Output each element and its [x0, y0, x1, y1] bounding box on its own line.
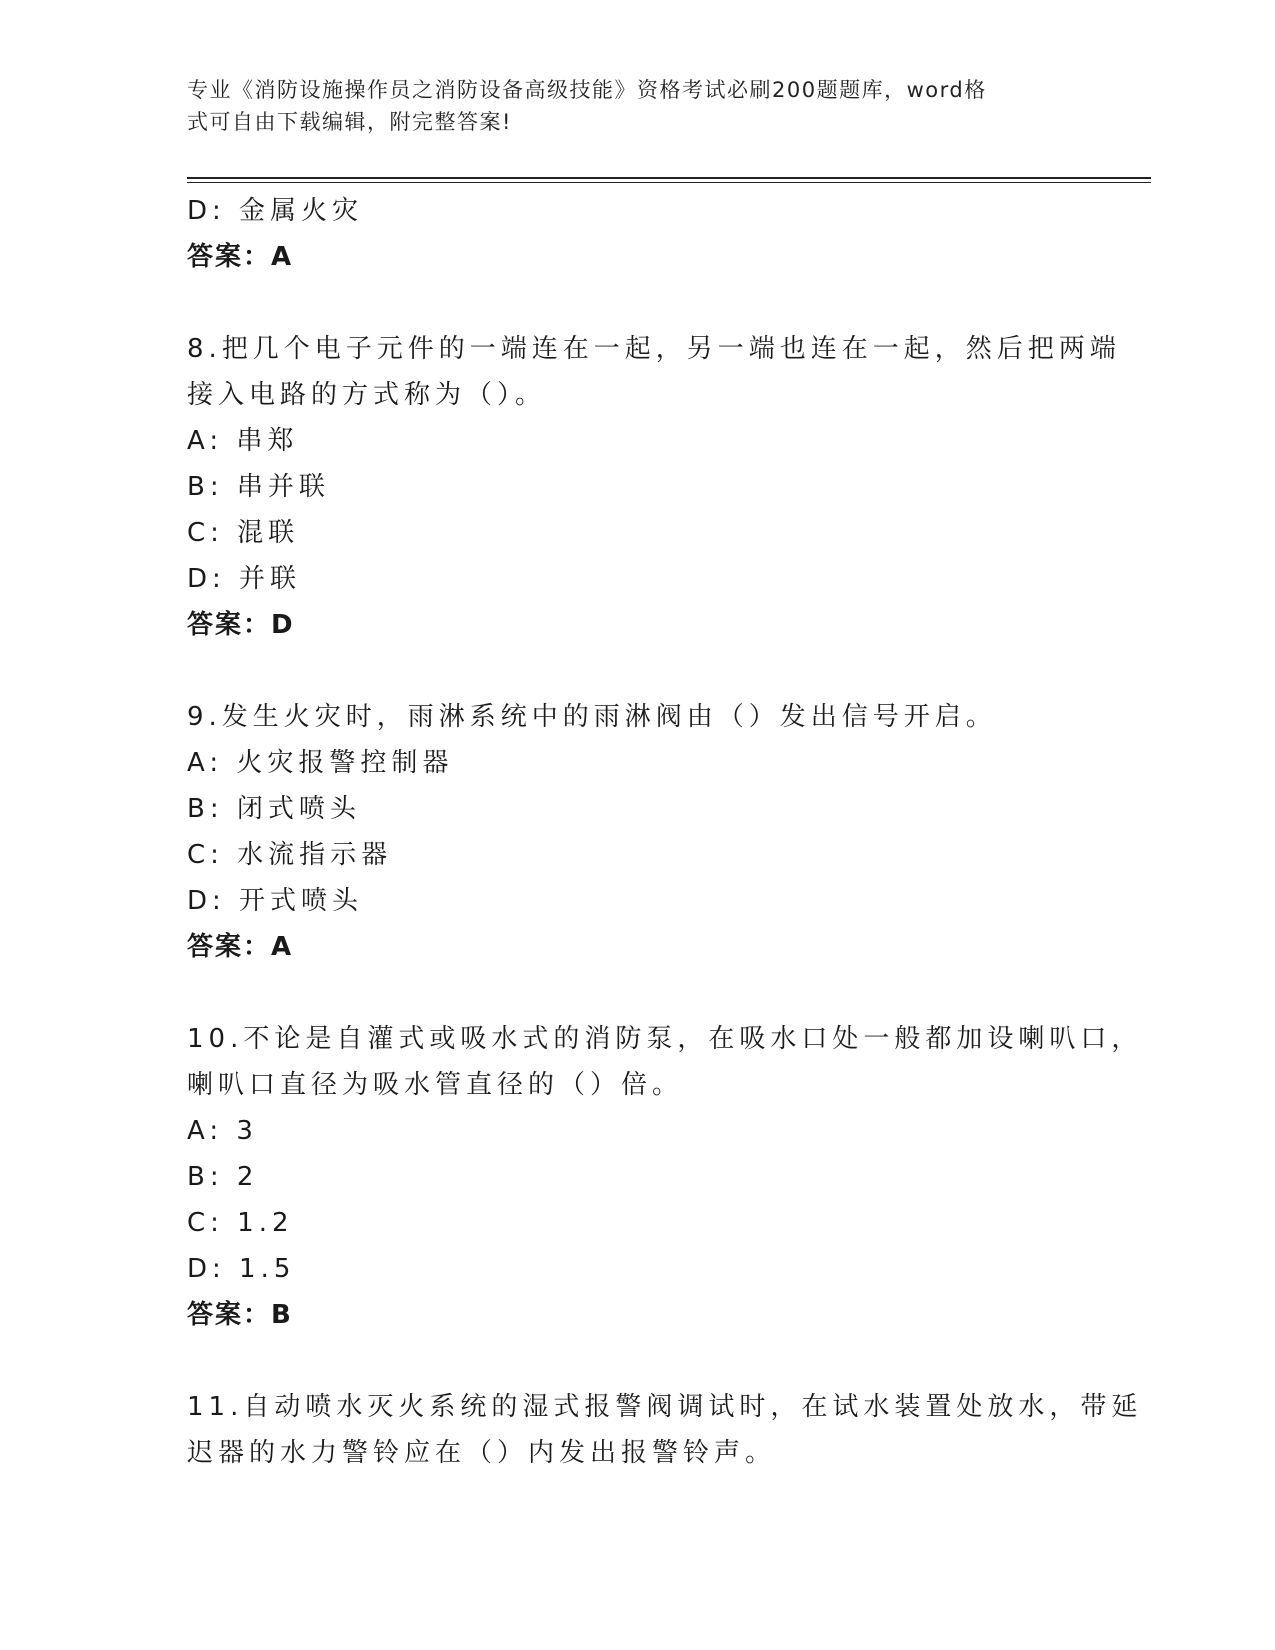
- header-divider-thin: [187, 182, 1151, 183]
- option-d: D: 1.5: [187, 1254, 296, 1284]
- option-c: C: 水流指示器: [187, 840, 393, 870]
- spacer: [187, 1338, 1087, 1384]
- question-stem: 10.不论是自灌式或吸水式的消防泵，在吸水口处一般都加设喇叭口，: [187, 1024, 1143, 1054]
- option-c: C: 1.2: [187, 1208, 294, 1238]
- question-stem-cont: 喇叭口直径为吸水管直径的（）倍。: [187, 1070, 684, 1100]
- header-line-2: 式可自由下载编辑，附完整答案!: [187, 110, 512, 134]
- option-b: B: 2: [187, 1162, 259, 1192]
- question-10: [187, 1016, 1143, 1338]
- option-b: B: 闭式喷头: [187, 794, 361, 824]
- question-stem: 9.发生火灾时，雨淋系统中的雨淋阀由（）发出信号开启。: [187, 702, 997, 732]
- answer-line: 答案：A: [187, 932, 294, 962]
- answer-line: 答案：B: [187, 1300, 293, 1330]
- question-9: [187, 694, 1087, 970]
- spacer: [187, 970, 1087, 1016]
- option-d: D: 开式喷头: [187, 886, 364, 916]
- header-line-1: 专业《消防设施操作员之消防设备高级技能》资格考试必刷200题题库，word格: [187, 78, 987, 102]
- question-stem-cont: 迟器的水力警铃应在（）内发出报警铃声。: [187, 1438, 777, 1468]
- option-a: A: 3: [187, 1116, 258, 1146]
- document-header: [187, 74, 1067, 138]
- header-divider-thick: [187, 177, 1151, 179]
- question-stem: 8.把几个电子元件的一端连在一起，另一端也连在一起，然后把两端: [187, 334, 1121, 364]
- question-stem-cont: 接入电路的方式称为（）。: [187, 380, 547, 410]
- question-8: [187, 326, 1121, 648]
- answer-line: 答案：D: [187, 610, 295, 640]
- option-d: D: 金属火灾: [187, 196, 364, 226]
- option-b: B: 串并联: [187, 472, 330, 502]
- document-body: [187, 188, 1143, 1476]
- option-c: C: 混联: [187, 518, 300, 548]
- spacer: [187, 648, 1087, 694]
- option-d: D: 并联: [187, 564, 302, 594]
- spacer: [187, 280, 1087, 326]
- answer-line: 答案：A: [187, 242, 294, 272]
- option-a: A: 串郑: [187, 426, 299, 456]
- question-11: [187, 1384, 1143, 1476]
- option-a: A: 火灾报警控制器: [187, 748, 454, 778]
- question-stem: 11.自动喷水灭火系统的湿式报警阀调试时，在试水装置处放水，带延: [187, 1392, 1143, 1422]
